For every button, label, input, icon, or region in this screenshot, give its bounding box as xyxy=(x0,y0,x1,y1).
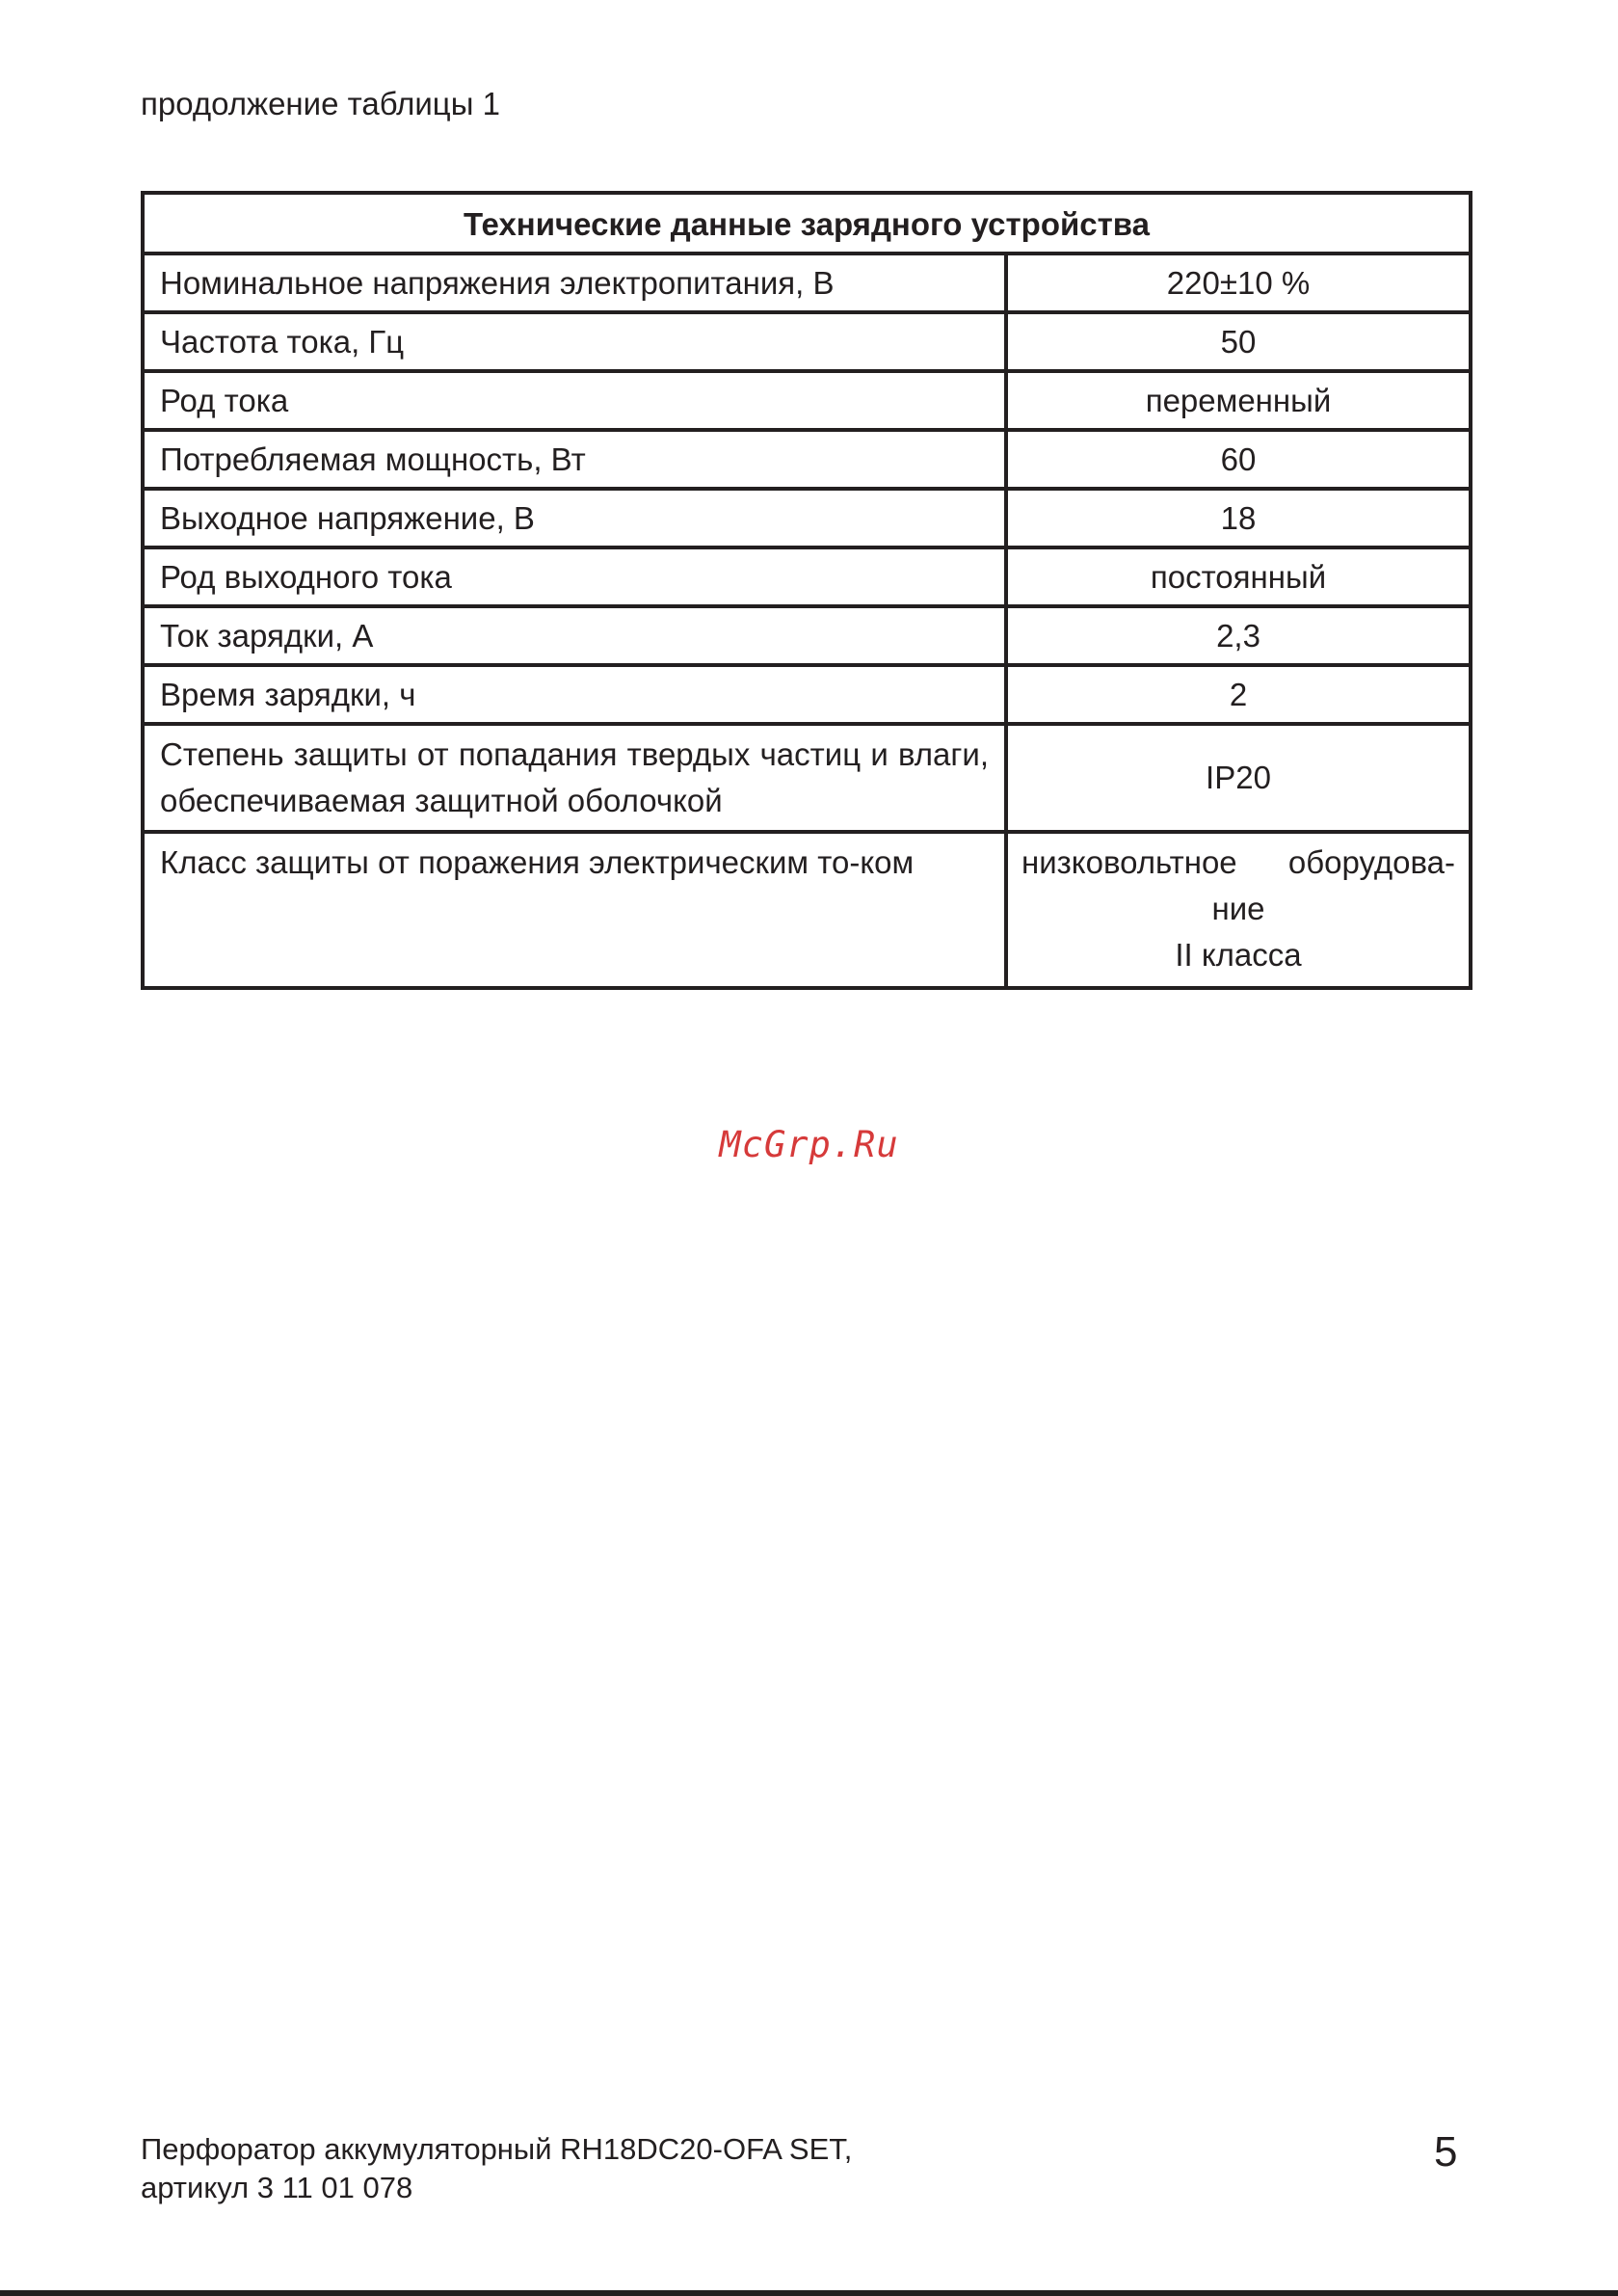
param-cell: Род тока xyxy=(143,371,1006,430)
footer-product-info xyxy=(141,2130,852,2207)
param-cell: Частота тока, Гц xyxy=(143,312,1006,371)
param-cell: Класс защиты от поражения электрическим то-ком xyxy=(143,832,1006,988)
value-cell xyxy=(1006,832,1471,988)
table-row xyxy=(143,832,1471,988)
watermark: McGrp.Ru xyxy=(719,1124,899,1165)
value-line: низковольтное оборудова- xyxy=(1021,844,1455,880)
value-cell: 220±10 % xyxy=(1006,254,1471,312)
param-cell: Степень защиты от попадания твердых частиц и влаги, обеспечиваемая защитной оболочкой xyxy=(143,724,1006,832)
value-cell: 50 xyxy=(1006,312,1471,371)
table-row xyxy=(143,254,1471,312)
param-cell: Время зарядки, ч xyxy=(143,665,1006,724)
bottom-rule xyxy=(0,2290,1618,2296)
value-cell: 60 xyxy=(1006,430,1471,489)
value-line: ние xyxy=(1211,891,1265,926)
value-cell: 18 xyxy=(1006,489,1471,547)
table-row xyxy=(143,371,1471,430)
param-cell: Выходное напряжение, В xyxy=(143,489,1006,547)
value-cell: 2 xyxy=(1006,665,1471,724)
param-cell: Потребляемая мощность, Вт xyxy=(143,430,1006,489)
table-row xyxy=(143,489,1471,547)
footer-product-name: Перфоратор аккумуляторный RH18DC20-OFA SET, xyxy=(141,2132,853,2166)
table-header: Технические данные зарядного устройства xyxy=(143,193,1471,254)
table-row xyxy=(143,606,1471,665)
value-cell: 2,3 xyxy=(1006,606,1471,665)
charger-spec-table xyxy=(141,191,1472,990)
value-cell: IP20 xyxy=(1006,724,1471,832)
table-row xyxy=(143,430,1471,489)
param-cell: Род выходного тока xyxy=(143,547,1006,606)
page-number: 5 xyxy=(1434,2128,1458,2176)
table-header-row xyxy=(143,193,1471,254)
value-line: II класса xyxy=(1175,937,1302,973)
param-cell: Ток зарядки, А xyxy=(143,606,1006,665)
value-cell: переменный xyxy=(1006,371,1471,430)
table-row xyxy=(143,724,1471,832)
table-row xyxy=(143,665,1471,724)
value-cell: постоянный xyxy=(1006,547,1471,606)
footer-article-number: артикул 3 11 01 078 xyxy=(141,2171,413,2204)
param-cell: Номинальное напряжения электропитания, В xyxy=(143,254,1006,312)
table-row xyxy=(143,312,1471,371)
table-row xyxy=(143,547,1471,606)
table-continuation-caption: продолжение таблицы 1 xyxy=(141,86,500,121)
